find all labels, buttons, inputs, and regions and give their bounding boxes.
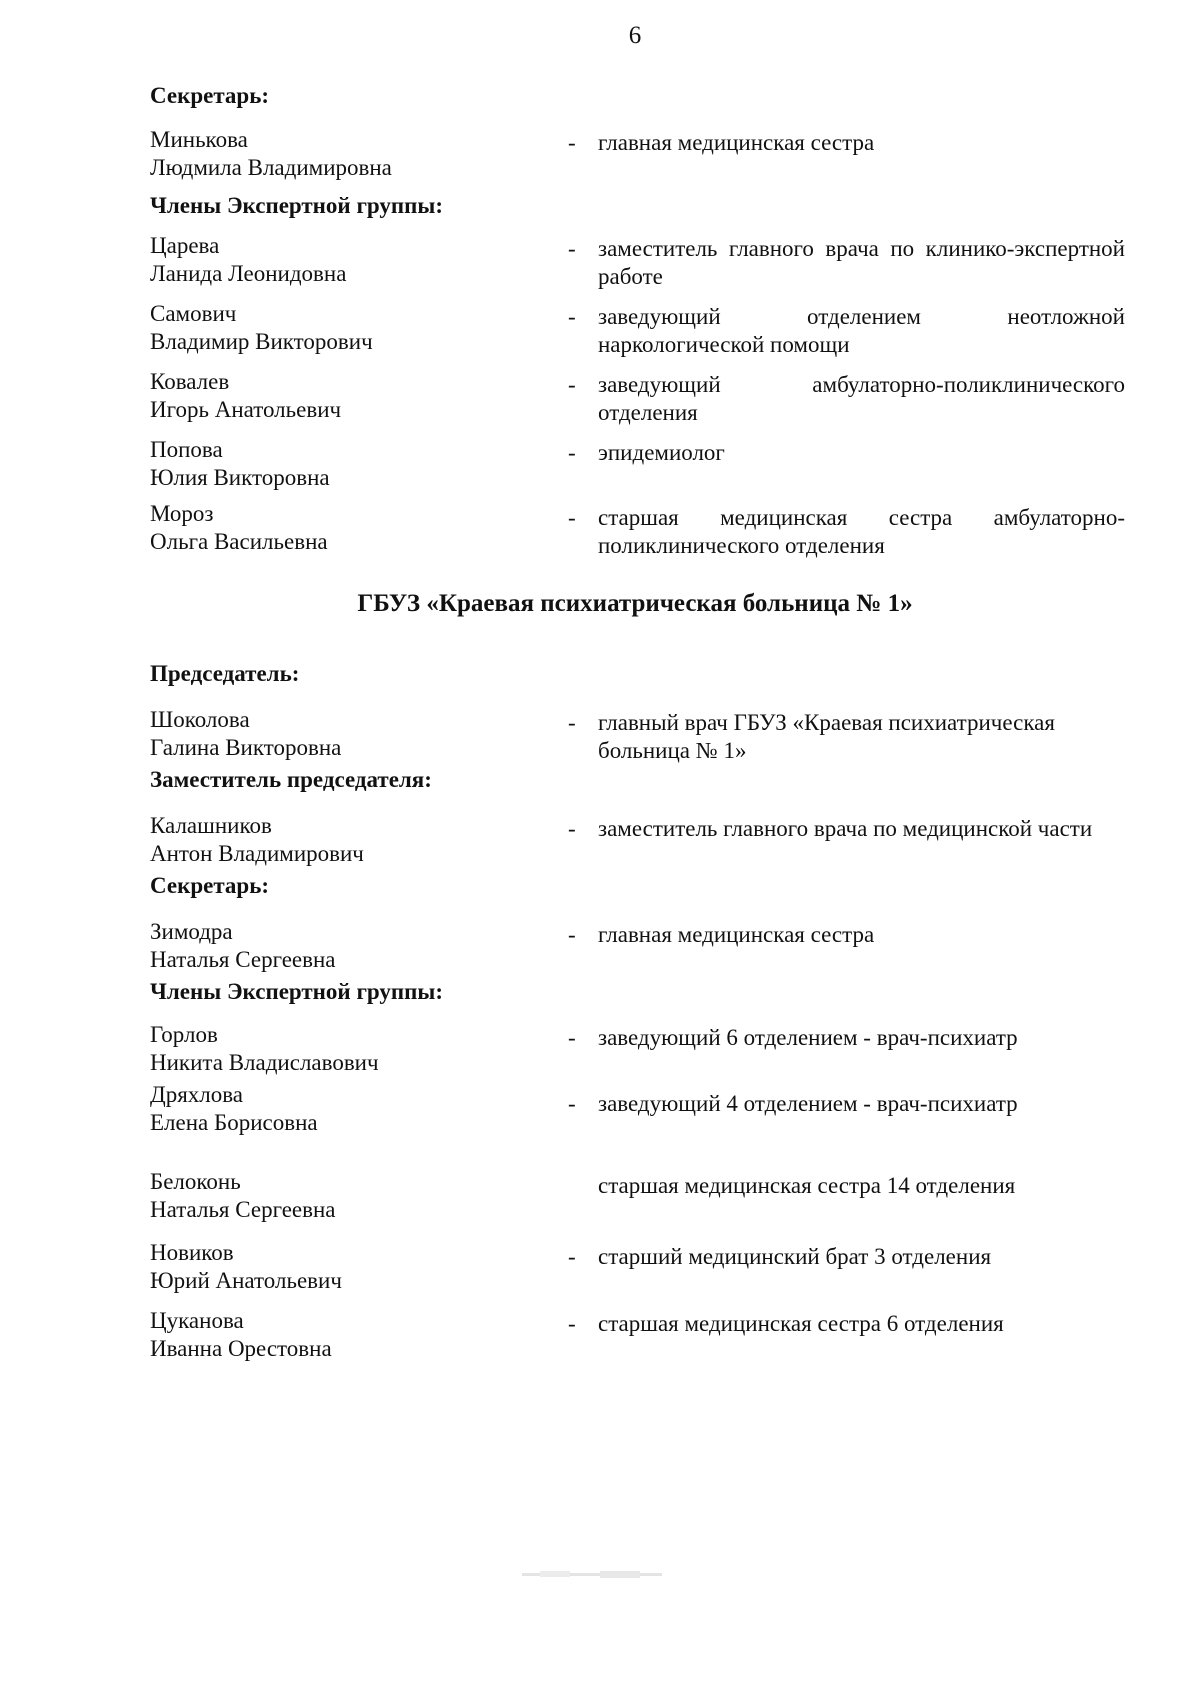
deputy-label: Заместитель председателя: [150, 767, 432, 792]
member-post: заместитель главного врача по клинико-экспертной работе [598, 236, 1125, 289]
secretary-post: главная медицинская сестра [598, 922, 875, 947]
surname: Минькова [150, 127, 248, 152]
dash: - [568, 304, 576, 329]
member-post: старшая медицинская сестра амбулаторно-поликлинического отделения [598, 505, 1125, 558]
given-names: Владимир Викторович [150, 329, 373, 354]
given-names: Игорь Анатольевич [150, 397, 342, 422]
dash: - [568, 130, 576, 155]
surname: Самович [150, 301, 237, 326]
member-post: заведующий 6 отделением - врач-психиатр [598, 1025, 1018, 1050]
member-name [150, 1021, 530, 1077]
member-name [150, 232, 530, 288]
page-number: 6 [628, 22, 642, 49]
given-names: Никита Владиславович [150, 1050, 379, 1075]
scan-artifact [520, 1565, 670, 1581]
deputy-name [150, 812, 530, 868]
member-post: старшая медицинская сестра 14 отделения [598, 1173, 1016, 1198]
member-post: старшая медицинская сестра 6 отделения [598, 1311, 1004, 1336]
member-name [150, 368, 530, 424]
given-names: Антон Владимирович [150, 841, 364, 866]
given-names: Елена Борисовна [150, 1110, 318, 1135]
dash: - [568, 440, 576, 465]
member-post: заведующий 4 отделением - врач-психиатр [598, 1091, 1018, 1116]
surname: Цуканова [150, 1308, 244, 1333]
members-label: Члены Экспертной группы: [150, 193, 443, 218]
secretary-name [150, 126, 530, 182]
member-name [150, 1239, 530, 1295]
member-post: эпидемиолог [598, 440, 725, 465]
surname: Ковалев [150, 369, 230, 394]
member-name [150, 1168, 530, 1224]
surname: Шоколова [150, 707, 250, 732]
scan-noise-icon [520, 1567, 670, 1583]
secretary-label: Секретарь: [150, 873, 270, 898]
dash: - [568, 236, 576, 261]
member-name [150, 1307, 530, 1363]
given-names: Ольга Васильевна [150, 529, 328, 554]
given-names: Людмила Владимировна [150, 155, 392, 180]
secretary-name [150, 918, 530, 974]
given-names: Наталья Сергеевна [150, 1197, 336, 1222]
dash: - [568, 372, 576, 397]
chair-name [150, 706, 530, 762]
deputy-post: заместитель главного врача по медицинской части [598, 816, 1093, 841]
chair-post: главный врач ГБУЗ «Краевая психиатрическая больница № 1» [598, 710, 1055, 763]
surname: Калашников [150, 813, 272, 838]
given-names: Юрий Анатольевич [150, 1268, 342, 1293]
surname: Зимодра [150, 919, 233, 944]
secretary-label: Секретарь: [150, 83, 270, 108]
given-names: Иванна Орестовна [150, 1336, 332, 1361]
dash: - [568, 710, 576, 735]
dash: - [568, 1244, 576, 1269]
member-post: заведующий амбулаторно-поликлинического отделения [598, 372, 1125, 425]
member-name [150, 436, 530, 492]
given-names: Галина Викторовна [150, 735, 342, 760]
secretary-post: главная медицинская сестра [598, 130, 875, 155]
member-post: заведующий отделением неотложной наркологической помощи [598, 304, 1125, 357]
given-names: Юлия Викторовна [150, 465, 330, 490]
dash: - [568, 505, 576, 530]
surname: Горлов [150, 1022, 218, 1047]
chair-label: Председатель: [150, 661, 300, 686]
dash: - [568, 1091, 576, 1116]
member-name [150, 1081, 530, 1137]
surname: Белоконь [150, 1169, 241, 1194]
surname: Мороз [150, 501, 214, 526]
dash: - [568, 816, 576, 841]
given-names: Ланида Леонидовна [150, 261, 347, 286]
member-name [150, 500, 530, 556]
member-post: старший медицинский брат 3 отделения [598, 1244, 992, 1269]
surname: Попова [150, 437, 223, 462]
dash: - [568, 1025, 576, 1050]
members-label: Члены Экспертной группы: [150, 979, 443, 1004]
dash: - [568, 1311, 576, 1336]
given-names: Наталья Сергеевна [150, 947, 336, 972]
surname: Новиков [150, 1240, 234, 1265]
institution-heading: ГБУЗ «Краевая психиатрическая больница № 1» [357, 590, 913, 617]
dash: - [568, 922, 576, 947]
surname: Дряхлова [150, 1082, 244, 1107]
surname: Царева [150, 233, 220, 258]
member-name [150, 300, 530, 356]
